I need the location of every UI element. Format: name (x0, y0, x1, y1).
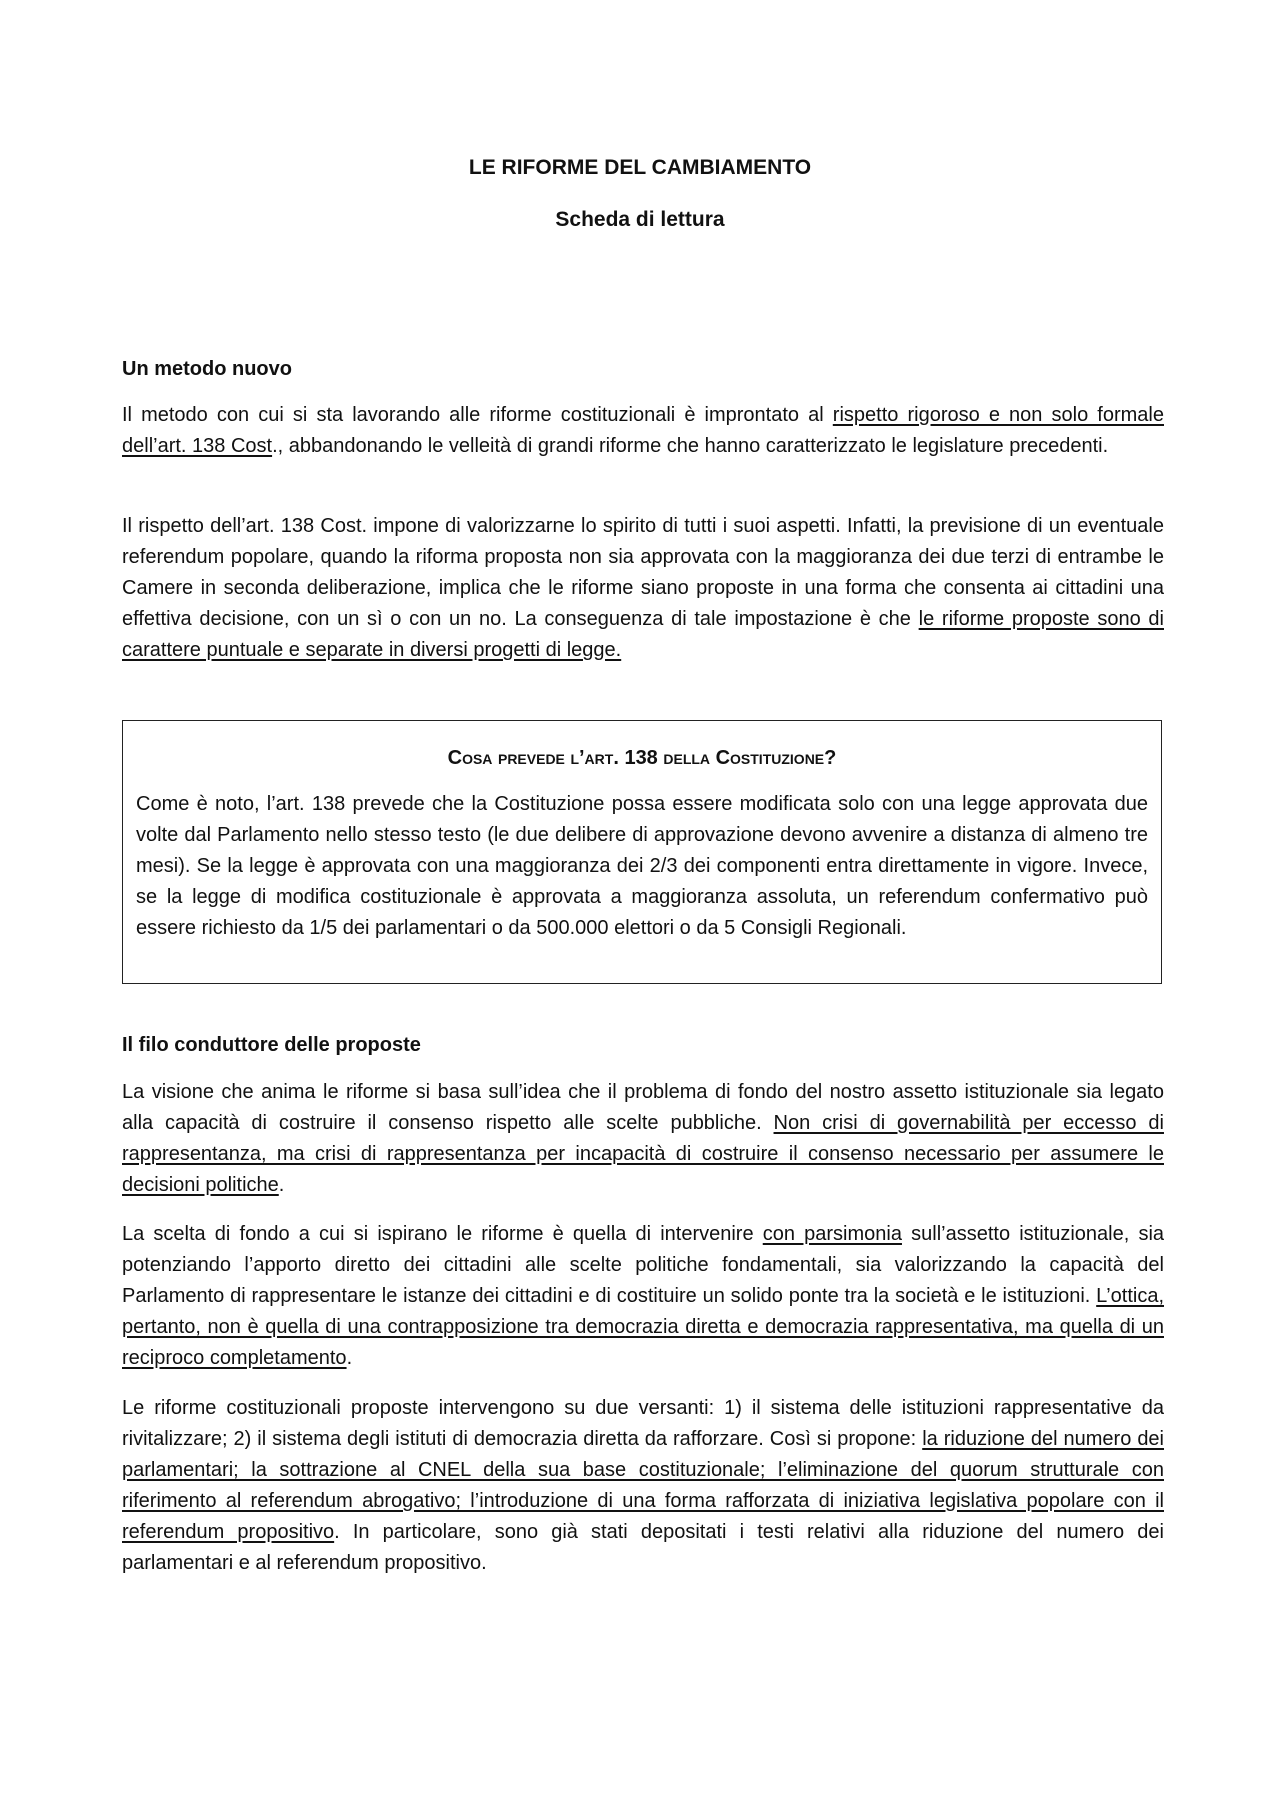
underlined-text: con parsimonia (762, 1223, 902, 1245)
text-run: Il rispetto dell’art. 138 Cost. impone di valorizzarne lo spirito di tutti i suoi aspetti. Infatti, la previsione di un eventuale referendum popolare, quando la riforma proposta non sia approvata con la maggioranza dei due terzi di entrambe le Camere in seconda deliberazione, implica che le riforme siano proposte in una forma che consenta ai cittadini una effettiva decisione, con un sì o con un no. La conseguenza di tale impostazione è che (122, 515, 1164, 630)
text-run: La scelta di fondo a cui si ispirano le riforme è quella di intervenire (122, 1223, 763, 1245)
paragraph (122, 1219, 1164, 1374)
underlined-text: la riduzione del numero dei parlamentari; la sottrazione al CNEL della sua base costituzionale; l’eliminazione del quorum strutturale con riferimento al referendum abrogativo; l’introduzione di una forma rafforzata di iniziativa legislativa popolare con il referendum propositivo (122, 1428, 1165, 1543)
underlined-text: L’ottica, pertanto, non è quella di una contrapposizione tra democrazia diretta e democrazia rappresentativa, ma quella di un reciproco completamento (122, 1285, 1164, 1369)
underlined-text: Non crisi di governabilità per eccesso di rappresentanza, ma crisi di rappresentanza per incapacità di costruire il consenso necessario per assumere le decisioni politiche (122, 1112, 1164, 1196)
text-run: ., abbandonando le velleità di grandi riforme che hanno caratterizzato le legislature precedenti. (272, 435, 1109, 457)
paragraph (122, 1077, 1164, 1201)
info-box-text: Come è noto, l’art. 138 prevede che la Costituzione possa essere modificata solo con una legge approvata due volte dal Parlamento nello stesso testo (le due delibere di approvazione devono avvenire a distanza di almeno tre mesi). Se la legge è approvata con una maggioranza dei 2/3 dei componenti entra direttamente in vigore. Invece, se la legge di modifica costituzionale è approvata a maggioranza assoluta, un referendum confermativo può essere richiesto da 1/5 dei parlamentari o da 500.000 elettori o da 5 Consigli Regionali. (136, 793, 1148, 939)
text-run: . (346, 1347, 353, 1369)
paragraph (122, 511, 1164, 666)
text-run: La visione che anima le riforme si basa sull’idea che il problema di fondo del nostro assetto istituzionale sia legato alla capacità di costruire il consenso rispetto alle scelte pubbliche. (122, 1081, 1164, 1134)
text-run: . (278, 1174, 285, 1196)
paragraph (122, 400, 1164, 462)
info-box-title: Cosa prevede l’art. 138 della Costituzione? (447, 747, 837, 769)
text-run: . In particolare, sono già stati depositati i testi relativi alla riduzione del numero dei parlamentari e al referendum propositivo. (122, 1521, 1164, 1574)
section-heading-filo: Il filo conduttore delle proposte (122, 1034, 421, 1056)
paragraph (122, 1393, 1164, 1579)
section-heading-metodo: Un metodo nuovo (122, 358, 292, 380)
text-run: sull’assetto istituzionale, sia potenziando l’apporto diretto dei cittadini alle scelte politiche fondamentali, sia valorizzando la capacità del Parlamento di rappresentare le istanze dei cittadini e di costituire un solido ponte tra la società e le istituzioni. (122, 1223, 1165, 1307)
underlined-text: rispetto rigoroso e non solo formale dell’art. 138 Cost (122, 404, 1164, 457)
document-title: LE RIFORME DEL CAMBIAMENTO (468, 156, 812, 179)
text-run: Il metodo con cui si sta lavorando alle riforme costituzionali è improntato al (122, 404, 833, 426)
info-box (122, 720, 1162, 984)
underlined-text: le riforme proposte sono di carattere puntuale e separate in diversi progetti di legge. (122, 608, 1164, 661)
document-subtitle: Scheda di lettura (555, 208, 725, 231)
text-run: Le riforme costituzionali proposte intervengono su due versanti: 1) il sistema delle istituzioni rappresentative da rivitalizzare; 2) il sistema degli istituti di democrazia diretta da rafforzare. Così si propone: (122, 1397, 1164, 1450)
